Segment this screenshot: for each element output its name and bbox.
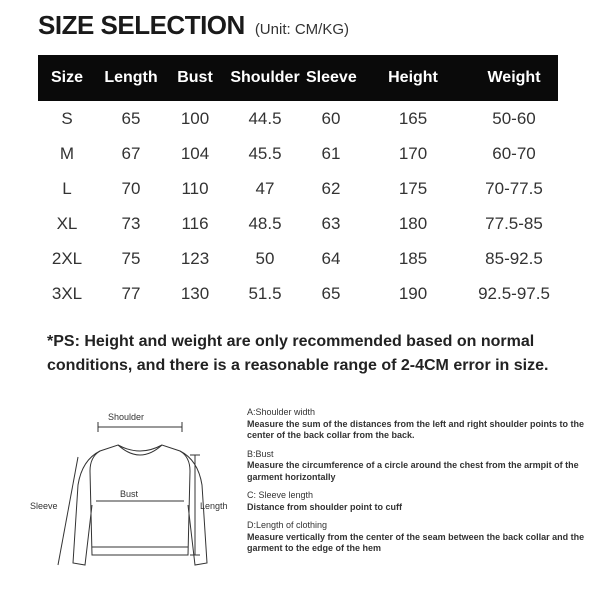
instruction-text: Distance from shoulder point to cuff (247, 501, 403, 512)
instruction-item (247, 490, 587, 513)
collar (118, 445, 162, 455)
table-row (38, 136, 558, 171)
instruction-text: Measure the circumference of a circle around the chest from the armpit of the garment horizontally (247, 460, 579, 482)
table-row (38, 171, 558, 206)
table-cell: 47 (255, 178, 275, 198)
left-sleeve (73, 451, 100, 565)
table-cell: 92.5-97.5 (478, 283, 550, 303)
table-header (38, 55, 558, 101)
table-cell: 44.5 (248, 108, 282, 128)
table-cell: 65 (321, 283, 341, 303)
table-cell: 62 (321, 178, 341, 198)
table-cell: 50 (255, 248, 275, 268)
table-cell: 51.5 (248, 283, 282, 303)
table-cell: 50-60 (492, 108, 536, 128)
table-cell: 65 (121, 108, 141, 128)
table-cell: 48.5 (248, 213, 282, 233)
instruction-item (247, 449, 587, 484)
table-cell: 3XL (51, 283, 83, 303)
column-header: Bust (177, 69, 213, 86)
instruction-heading: D:Length of clothing (247, 520, 328, 530)
table-cell: 85-92.5 (485, 248, 543, 268)
measurement-diagram (30, 405, 240, 595)
table-cell: XL (56, 213, 78, 233)
table-cell: 190 (398, 283, 428, 303)
sleeve-label: Sleeve (30, 501, 58, 511)
page-title: SIZE SELECTION (38, 10, 245, 40)
table-cell: 60 (321, 108, 341, 128)
table-cell: 180 (398, 213, 428, 233)
shoulder-label: Shoulder (108, 412, 145, 422)
instruction-text: Measure vertically from the center of the seam between the back collar and the garment to the edge of the hem (247, 531, 585, 553)
table-cell: L (62, 178, 72, 198)
instruction-heading: A:Shoulder width (247, 407, 316, 417)
table-cell: 75 (121, 248, 141, 268)
column-header: Sleeve (306, 69, 357, 86)
table-cell: 61 (321, 143, 341, 163)
instruction-item (247, 520, 587, 555)
column-header: Weight (487, 69, 541, 86)
size-note-line: *PS: Height and weight are only recommended based on normal (47, 333, 535, 350)
instruction-text: Measure the sum of the distances from the left and right shoulder points to the center of the back collar from the back. (247, 418, 585, 440)
column-header: Height (388, 69, 438, 86)
title-row (38, 10, 349, 40)
table-cell: 45.5 (248, 143, 282, 163)
table-cell: 60-70 (492, 143, 536, 163)
column-header: Shoulder (230, 69, 300, 86)
table-row (38, 276, 558, 311)
table-cell: 130 (180, 283, 210, 303)
table-cell: 73 (121, 213, 141, 233)
sweatshirt-diagram (30, 405, 240, 595)
table-row (38, 241, 558, 276)
table-cell: 63 (321, 213, 341, 233)
column-header: Size (50, 69, 83, 86)
sleeve-measure-line (58, 457, 78, 565)
table-cell: 67 (121, 143, 141, 163)
table-cell: 110 (181, 178, 209, 198)
table-cell: 104 (180, 143, 210, 163)
table-cell: 170 (398, 143, 428, 163)
table-cell: 77 (121, 283, 141, 303)
table-cell: 70-77.5 (485, 178, 543, 198)
table-cell: 77.5-85 (485, 213, 543, 233)
instruction-heading: B:Bust (247, 448, 274, 459)
bust-label: Bust (120, 489, 139, 499)
measurement-instructions (247, 407, 587, 562)
table-cell: 123 (180, 248, 210, 268)
length-label: Length (200, 501, 228, 511)
table-cell: 2XL (51, 248, 83, 268)
instruction-heading: C: Sleeve length (247, 490, 314, 500)
table-cell: 64 (321, 248, 341, 268)
table-row (38, 206, 558, 241)
table-cell: 70 (121, 178, 141, 198)
unit-label: (Unit: CM/KG) (254, 21, 349, 38)
table-row (38, 101, 558, 136)
size-note (47, 330, 577, 378)
column-header: Length (104, 69, 158, 86)
instruction-item (247, 407, 587, 442)
table-cell: 185 (398, 248, 428, 268)
table-cell: 175 (398, 178, 428, 198)
table-cell: M (59, 143, 75, 163)
table-cell: 116 (181, 213, 209, 233)
sweatshirt-body (90, 445, 190, 555)
table-cell: 165 (398, 108, 428, 128)
table-cell: S (61, 108, 73, 128)
table-cell: 100 (180, 108, 210, 128)
size-note-line: conditions, and there is a reasonable range of 2-4CM error in size. (47, 357, 549, 374)
size-table (38, 55, 558, 311)
